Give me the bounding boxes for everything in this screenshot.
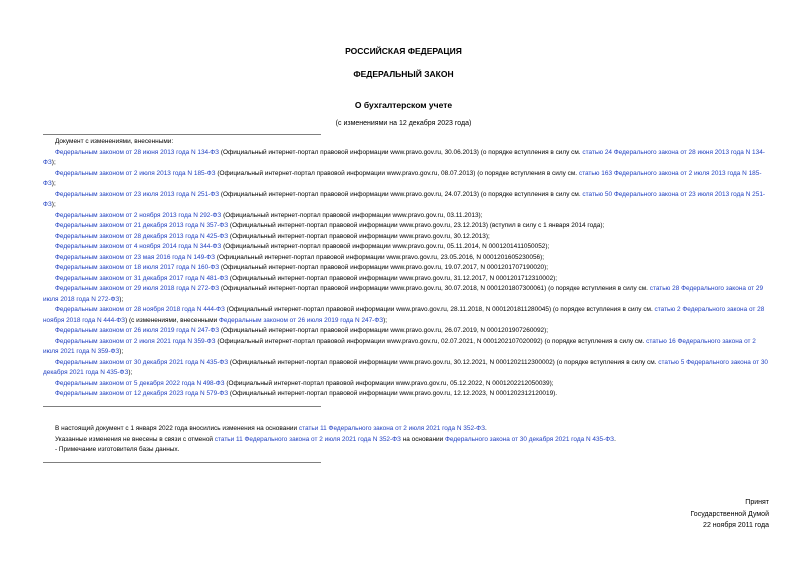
adoption-signature [690, 497, 769, 532]
note-link-article-11-repeat[interactable]: статьи 11 Федерального закона от 2 июля 2021 года N 352-ФЗ [214, 435, 401, 443]
amendments-list [43, 137, 771, 400]
amendment-item [43, 232, 771, 243]
amendment-text: (Официальный интернет-портал правовой информации www.pravo.gov.ru, 03.11.2013); [221, 211, 483, 219]
amendment-item [43, 358, 771, 379]
amendment-link[interactable]: статью 16 Федерального закона от 2 июля 2021 года N 359-ФЗ [43, 337, 756, 355]
amendment-text: ); [119, 295, 124, 303]
signature-date: 22 ноября 2011 года [703, 522, 769, 529]
amendment-item [43, 242, 771, 253]
amendment-item [43, 274, 771, 285]
note-line-2: Указанные изменения не внесены в связи с отменой статьи 11 Федерального закона от 2 июля 2021 года N 352-ФЗ на основании Федерального закона от 30 декабря 2021 года N 435-ФЗ. [55, 435, 616, 443]
amendment-text: (Официальный интернет-портал правовой информации www.pravo.gov.ru, 28.11.2018, N 0001201811280045) (о порядке вступления в силу см. [224, 306, 655, 313]
amendment-link[interactable]: статью 5 Федерального закона от 30 декабря 2021 года N 435-ФЗ [43, 358, 769, 376]
amendment-text: (Официальный интернет-портал правовой информации www.pravo.gov.ru, 19.07.2017, N 0001201707190020); [219, 264, 549, 271]
amendment-item [43, 263, 771, 274]
bottom-divider [43, 462, 321, 463]
amendment-text: ) (с изменениями, внесенными [125, 316, 219, 324]
amendment-link[interactable]: статью 24 Федерального закона от 28 июня 2013 года N 134-ФЗ [43, 148, 765, 166]
amendment-link[interactable]: Федеральным законом от 26 июля 2019 года N 247-ФЗ [219, 316, 384, 324]
amendment-link[interactable]: статью 28 Федерального закона от 29 июля 2018 года N 272-ФЗ [43, 285, 764, 303]
amendment-text: ); [51, 201, 56, 208]
middle-divider [43, 406, 321, 407]
amendment-link[interactable]: статью 163 Федерального закона от 2 июля 2013 года N 185-ФЗ [43, 169, 762, 187]
amendment-text: (Официальный интернет-портал правовой информации www.pravo.gov.ru, 30.06.2013) (о порядке вступления в силу см. [219, 148, 583, 156]
amendment-link[interactable]: Федеральным законом от 28 июня 2013 года N 134-ФЗ [55, 148, 220, 156]
amendment-link[interactable]: Федеральным законом от 23 июля 2013 года N 251-ФЗ [55, 190, 220, 198]
amendment-link[interactable]: Федеральным законом от 4 ноября 2014 года N 344-ФЗ [55, 243, 222, 250]
amendment-item [43, 190, 771, 211]
amendment-item [43, 148, 771, 169]
amendment-link[interactable]: Федеральным законом от 21 декабря 2013 года N 357-ФЗ [55, 222, 229, 229]
amendment-text: (Официальный интернет-портал правовой информации www.pravo.gov.ru, 23.12.2013) (вступил в силу с 1 января 2014 года); [228, 222, 605, 229]
amendment-text: (Официальный интернет-портал правовой информации www.pravo.gov.ru, 05.12.2022, N 0001202212050039); [224, 379, 554, 387]
amendment-text: (Официальный интернет-портал правовой информации www.pravo.gov.ru, 02.07.2021, N 0001202107020092) (о порядке вступления в силу см. [215, 337, 647, 345]
signature-adopted: Принят [745, 499, 769, 506]
amendment-link[interactable]: Федеральным законом от 12 декабря 2023 года N 579-ФЗ [55, 390, 229, 397]
amendment-link[interactable]: Федеральным законом от 28 ноября 2018 года N 444-ФЗ [55, 306, 225, 313]
amendments-intro: Документ с изменениями, внесенными: [55, 138, 174, 145]
country-heading: РОССИЙСКАЯ ФЕДЕРАЦИЯ [345, 46, 462, 56]
amendment-link[interactable]: статью 2 Федерального закона от 28 ноября 2018 года N 444-ФЗ [43, 306, 765, 324]
amendment-item [43, 326, 771, 337]
amendment-link[interactable]: Федеральным законом от 26 июля 2019 года N 247-ФЗ [55, 327, 220, 334]
amendment-item [43, 169, 771, 190]
amendment-text: ); [51, 180, 56, 187]
amendment-link[interactable]: Федеральным законом от 29 июля 2018 года N 272-ФЗ [55, 285, 220, 292]
amendment-item [43, 284, 771, 305]
amendment-item [43, 389, 771, 400]
amendment-link[interactable]: Федеральным законом от 2 июля 2013 года N 185-ФЗ [55, 169, 216, 177]
amendment-text: (Официальный интернет-портал правовой информации www.pravo.gov.ru, 30.07.2018, N 0001201807300061) (о порядке вступления в силу см. [219, 285, 650, 292]
amendment-text: (Официальный интернет-портал правовой информации www.pravo.gov.ru, 26.07.2019, N 0001201907260092); [219, 327, 549, 334]
law-type-heading: ФЕДЕРАЛЬНЫЙ ЗАКОН [353, 69, 454, 79]
amendment-item [43, 379, 771, 390]
note-line-1: В настоящий документ с 1 января 2022 года вносились изменения на основании статьи 11 Федерального закона от 2 июля 2021 года N 352-ФЗ. [55, 425, 487, 432]
amendment-item [43, 253, 771, 264]
amendment-text: (Официальный интернет-портал правовой информации www.pravo.gov.ru, 31.12.2017, N 0001201712310002); [228, 274, 558, 282]
note-link-law-435[interactable]: Федерального закона от 30 декабря 2021 года N 435-ФЗ [445, 435, 615, 443]
amendment-item [43, 211, 771, 222]
amendment-text: (Официальный интернет-портал правовой информации www.pravo.gov.ru, 30.12.2013); [228, 232, 490, 240]
amendment-link[interactable]: Федеральным законом от 2 ноября 2013 года N 292-ФЗ [55, 211, 222, 219]
amendment-text: ); [383, 316, 388, 324]
note-line-3: - Примечание изготовителя базы данных. [55, 446, 180, 453]
amendment-link[interactable]: Федеральным законом от 2 июля 2021 года N 359-ФЗ [55, 337, 216, 345]
amendment-text: ); [51, 159, 56, 166]
amendment-text: ); [128, 369, 133, 376]
editor-notes [43, 424, 771, 456]
amendment-link[interactable]: статью 50 Федерального закона от 23 июля 2013 года N 251-ФЗ [43, 190, 766, 208]
amendment-item [43, 221, 771, 232]
amendment-item [43, 305, 771, 326]
amendment-link[interactable]: Федеральным законом от 23 мая 2016 года N 149-ФЗ [55, 253, 216, 261]
signature-body: Государственной Думой [690, 510, 769, 518]
amendment-text: ); [119, 348, 124, 355]
note-link-article-11[interactable]: статьи 11 Федерального закона от 2 июля 2021 года N 352-ФЗ [298, 425, 485, 432]
amendment-link[interactable]: Федеральным законом от 31 декабря 2017 года N 481-ФЗ [55, 274, 229, 282]
editions-note: (с изменениями на 12 декабря 2023 года) [335, 120, 472, 127]
amendment-text: (Официальный интернет-портал правовой информации www.pravo.gov.ru, 24.07.2013) (о порядке вступления в силу см. [219, 190, 583, 198]
amendment-link[interactable]: Федеральным законом от 18 июля 2017 года N 160-ФЗ [55, 264, 220, 271]
amendment-text: (Официальный интернет-портал правовой информации www.pravo.gov.ru, 05.11.2014, N 0001201411050052); [221, 243, 550, 250]
amendment-text: (Официальный интернет-портал правовой информации www.pravo.gov.ru, 08.07.2013) (о порядке вступления в силу см. [215, 169, 579, 177]
amendment-text: (Официальный интернет-портал правовой информации www.pravo.gov.ru, 12.12.2023, N 0001202312120019). [228, 390, 558, 397]
amendment-item [43, 337, 771, 358]
amendment-items [43, 148, 771, 400]
amendment-link[interactable]: Федеральным законом от 28 декабря 2013 года N 425-ФЗ [55, 232, 229, 240]
amendment-link[interactable]: Федеральным законом от 30 декабря 2021 года N 435-ФЗ [55, 358, 229, 366]
amendment-text: (Официальный интернет-портал правовой информации www.pravo.gov.ru, 30.12.2021, N 0001202112300002) (о порядке вступления в силу см. [228, 358, 659, 366]
amendment-link[interactable]: Федеральным законом от 5 декабря 2022 года N 498-ФЗ [55, 379, 225, 387]
top-divider [43, 134, 321, 135]
amendment-text: (Официальный интернет-портал правовой информации www.pravo.gov.ru, 23.05.2016, N 0001201605230056); [215, 253, 545, 261]
document-title: О бухгалтерском учете [354, 100, 453, 110]
